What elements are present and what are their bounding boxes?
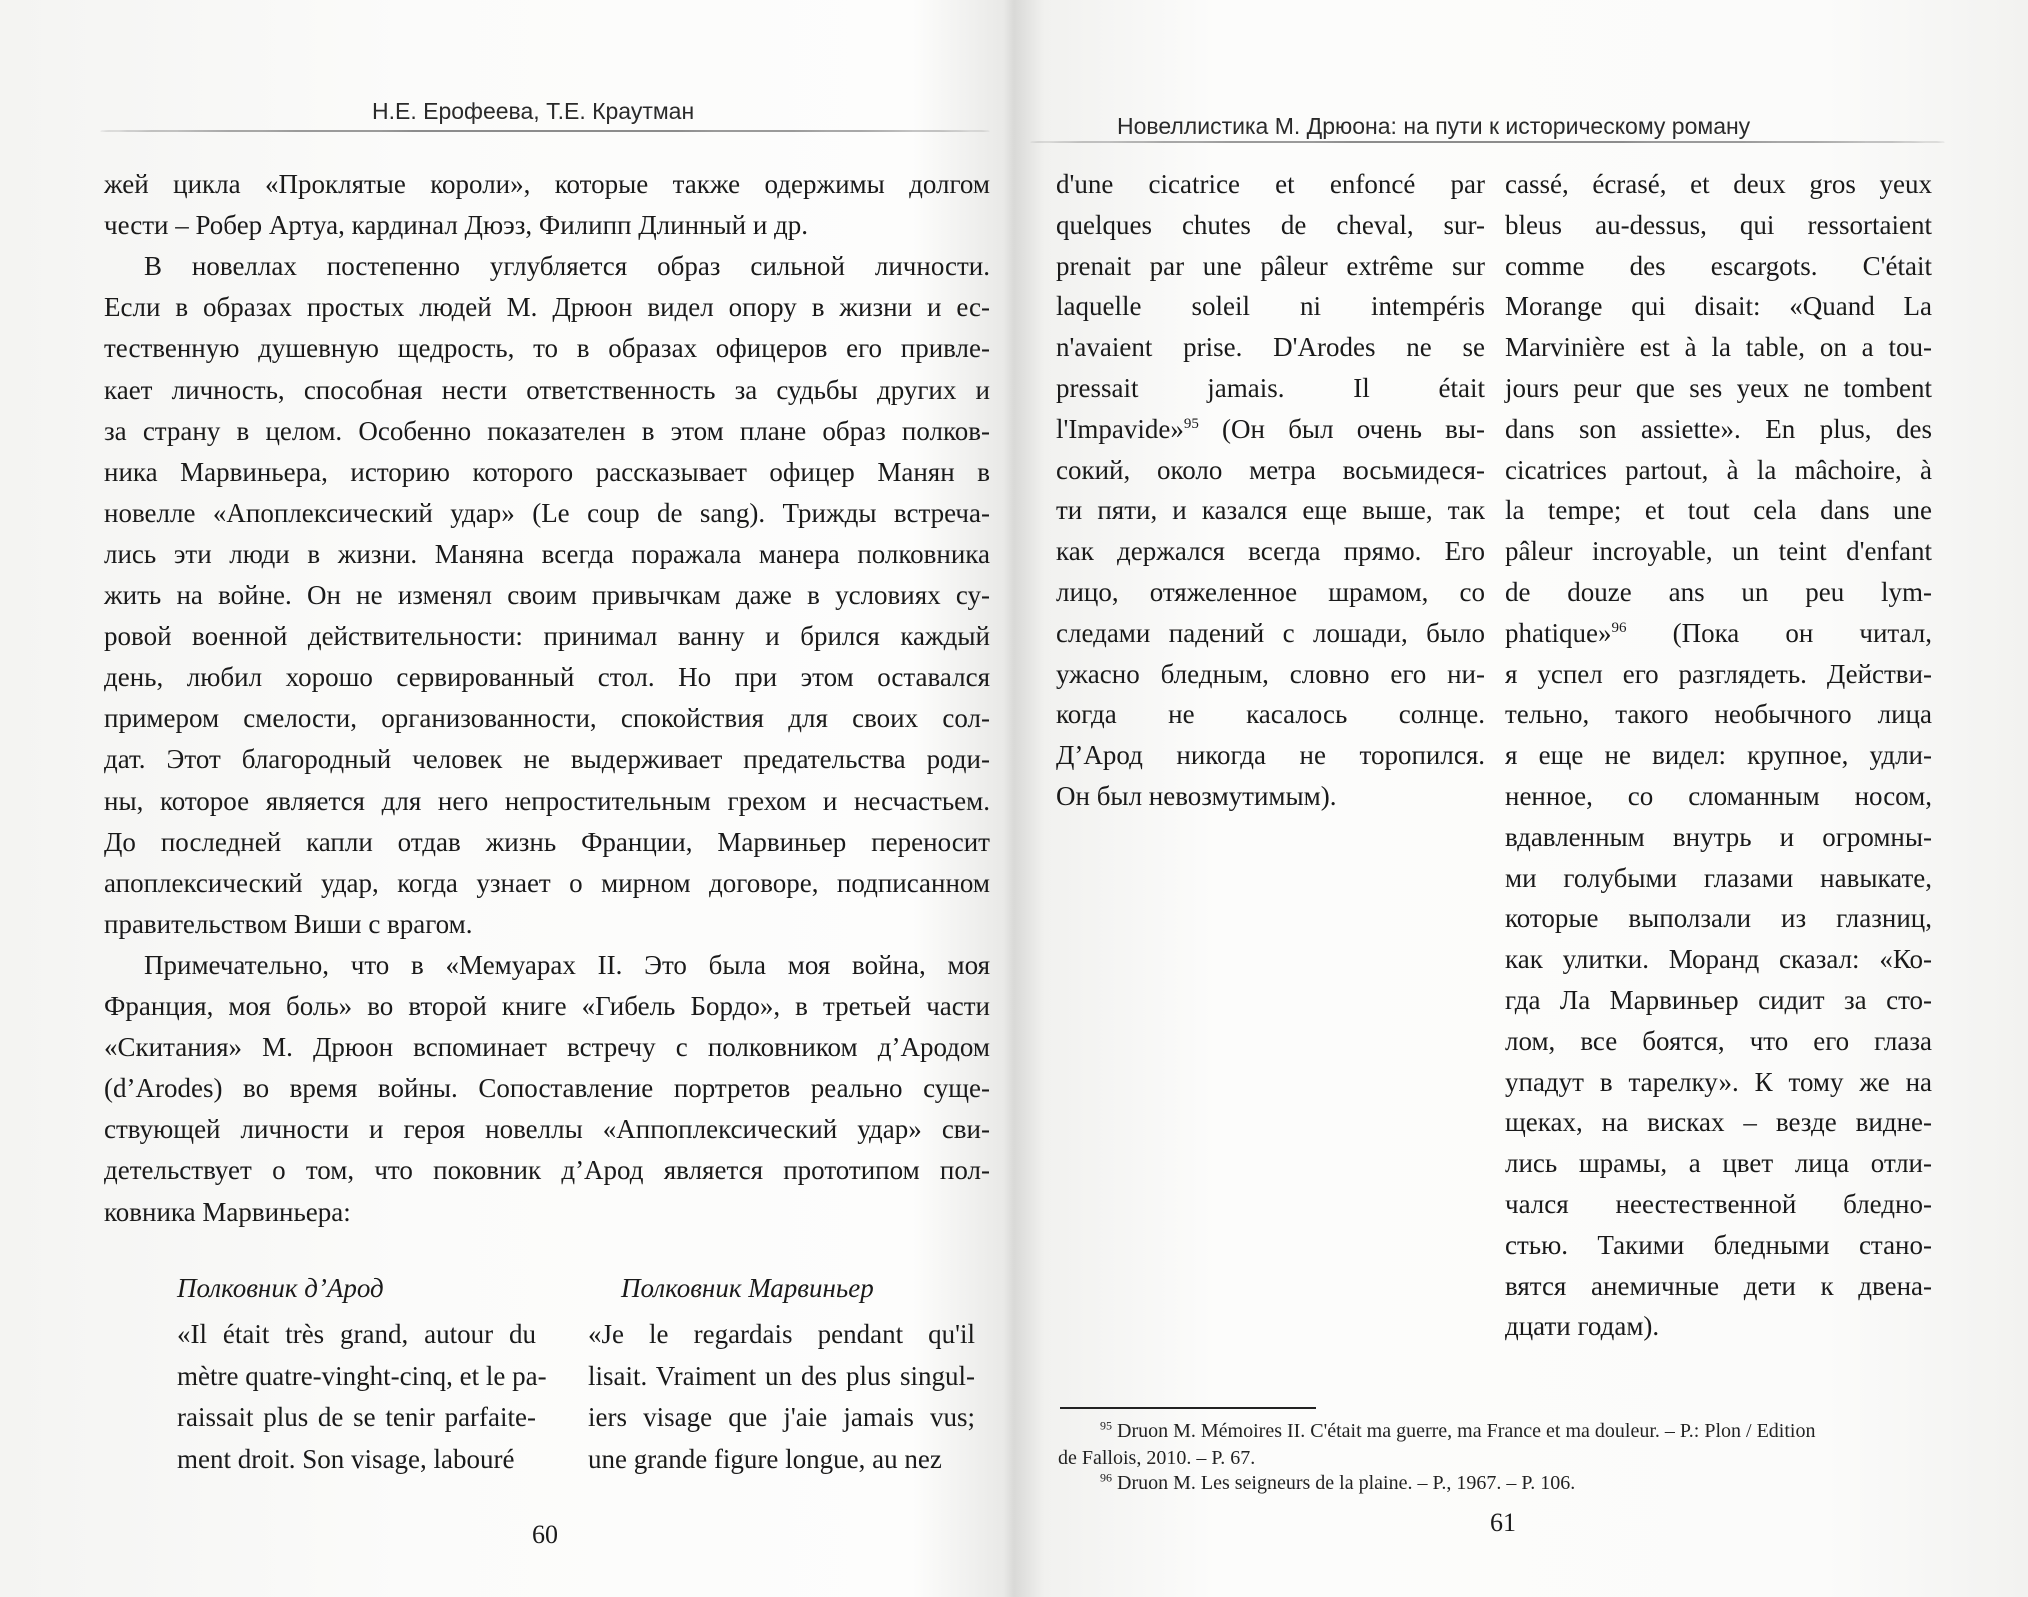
text-line: jours peur que ses yeux ne tombent bbox=[1505, 373, 1932, 403]
text-line: лись эти люди в жизни. Маняна всегда поражала манера полковника bbox=[104, 538, 990, 569]
text-line: ми голубыми глазами навыкате, bbox=[1505, 862, 1932, 893]
text-line: До последней капли отдав жизнь Франции, Марвиньер переносит bbox=[104, 826, 990, 857]
header-rule-right bbox=[1030, 141, 1945, 143]
text-line: которые выползали из глазниц, bbox=[1505, 903, 1932, 934]
text-line: чести – Робер Артуа, кардинал Дюэз, Филипп Длинный и др. bbox=[104, 210, 809, 241]
footnote-95-cont: de Fallois, 2010. – P. 67. bbox=[1058, 1447, 1256, 1469]
text-line: примером смелости, организованности, спокойствия для своих сол- bbox=[104, 703, 990, 734]
text-line: детельствует о том, что поковник д’Арод является прототипом пол- bbox=[104, 1155, 990, 1186]
text-segment: l'Impavide» bbox=[1056, 413, 1184, 444]
text-line: я успел его разглядеть. Действи- bbox=[1505, 658, 1932, 689]
text-line: упадут в тарелку». К тому же на bbox=[1505, 1066, 1932, 1097]
footnote-marker: 96 bbox=[1611, 619, 1627, 636]
text-line bbox=[1056, 409, 1485, 449]
text-line: Marvinière est à la table, on a tou- bbox=[1505, 332, 1932, 363]
text-line: ужасно бледным, словно его ни- bbox=[1056, 658, 1485, 689]
text-line: жить на войне. Он не изменял своим привычкам даже в условиях су- bbox=[104, 580, 990, 610]
text-line: вдавленным внутрь и огромны- bbox=[1505, 821, 1932, 852]
text-line: жей цикла «Проклятые короли», которые также одержимы долгом bbox=[104, 169, 990, 199]
text-line: следами падений с лошади, было bbox=[1056, 617, 1485, 648]
running-header-left: Н.Е. Ерофеева, Т.Е. Краутман bbox=[372, 98, 695, 124]
text-line: Если в образах простых людей М. Дрюон видел опору в жизни и ес- bbox=[104, 292, 990, 323]
text-line: щеках, на висках – везде видне- bbox=[1505, 1107, 1932, 1138]
text-line: quelques chutes de cheval, sur- bbox=[1056, 209, 1485, 240]
text-line: за страну в целом. Особенно показателен в этом плане образ полков- bbox=[104, 415, 990, 446]
text-line: я еще не видел: крупное, удли- bbox=[1505, 740, 1932, 771]
footnote-95: $^{95}$ Druon M. Mémoires II. C'était ma guerre, ma France et ma douleur. – P.: Plon / Edition bbox=[1100, 1418, 1816, 1442]
text-line: ника Марвиньера, историю которого рассказывает офицер Манян в bbox=[104, 456, 990, 487]
footnote-96: $^{96}$ Druon M. Les seigneurs de la plaine. – P., 1967. – P. 106. bbox=[1100, 1470, 1576, 1494]
text-line: dans son assiette». En plus, des bbox=[1505, 413, 1932, 444]
text-line: как держался всегда прямо. Его bbox=[1056, 536, 1485, 567]
text-line: lisait. Vraiment un des plus singul- bbox=[588, 1360, 975, 1391]
text-line: une grande figure longue, au nez bbox=[588, 1443, 942, 1474]
text-line: В новеллах постепенно углубляется образ сильной личности. bbox=[144, 251, 990, 282]
text-line: ковника Марвиньера: bbox=[104, 1196, 351, 1227]
text-line: raissait plus de se tenir parfaite- bbox=[177, 1402, 536, 1432]
text-line: «Il était très grand, autour du bbox=[177, 1319, 536, 1349]
text-line: лом, все боятся, что его глаза bbox=[1505, 1025, 1932, 1056]
text-line: ment droit. Son visage, labouré bbox=[177, 1443, 515, 1474]
text-line: кает личность, способная нести ответственность за судьбы других и bbox=[104, 374, 990, 405]
text-line: Он был невозмутимым). bbox=[1056, 781, 1337, 811]
running-header-right: Новеллистика М. Дрюона: на пути к историческому роману bbox=[1117, 113, 1751, 139]
text-line: «Скитания» М. Дрюон вспоминает встречу с полковником д’Ародом bbox=[104, 1032, 990, 1063]
text-line: cicatrices partout, à la mâchoire, à bbox=[1505, 454, 1932, 485]
text-line: гда Ла Марвиньер сидит за сто- bbox=[1505, 985, 1932, 1015]
compare-title-left: Полковник д’Арод bbox=[177, 1273, 384, 1303]
text-line: «Je le regardais pendant qu'il bbox=[588, 1319, 975, 1349]
text-line: апоплексический удар, когда узнает о мирном договоре, подписанном bbox=[104, 867, 990, 898]
text-line: comme des escargots. C'était bbox=[1505, 250, 1932, 281]
text-line: iers visage que j'aie jamais vus; bbox=[588, 1402, 975, 1432]
compare-title-right: Полковник Марвиньер bbox=[621, 1273, 874, 1303]
text-segment: (Пока он читал, bbox=[1626, 617, 1932, 648]
text-line: лицо, отяжеленное шрамом, со bbox=[1056, 577, 1485, 607]
text-line: лись шрамы, а цвет лица отли- bbox=[1505, 1148, 1932, 1179]
text-line: la tempe; et tout cela dans une bbox=[1505, 495, 1932, 526]
footnote-rule bbox=[1060, 1407, 1316, 1409]
text-line bbox=[1505, 613, 1932, 653]
page-number-right: 61 bbox=[1490, 1508, 1516, 1537]
text-line: ствующей личности и героя новеллы «Аппоплексический удар» сви- bbox=[104, 1114, 990, 1145]
text-line: как улитки. Моранд сказал: «Ко- bbox=[1505, 944, 1932, 975]
text-line: день, любил хорошо сервированный стол. Но при этом оставался bbox=[104, 662, 990, 693]
text-line: правительством Виши с врагом. bbox=[104, 908, 473, 939]
text-line: вятся анемичные дети к двена- bbox=[1505, 1270, 1932, 1301]
text-line: laquelle soleil ni intempéris bbox=[1056, 291, 1485, 322]
header-rule-left bbox=[100, 130, 990, 132]
text-line: новелле «Апоплексический удар» (Le coup de sang). Трижды встреча- bbox=[104, 497, 990, 528]
footnote-marker: 95 bbox=[1183, 415, 1199, 432]
text-line: ны, которое является для него непростительным грехом и несчастьем. bbox=[104, 785, 990, 816]
text-line: ти пяти, и казался еще выше, так bbox=[1056, 495, 1485, 526]
text-line: bleus au-dessus, qui ressortaient bbox=[1505, 209, 1932, 240]
text-line: Франция, моя боль» во второй книге «Гибель Бордо», в третьей части bbox=[104, 991, 990, 1021]
text-line: Morange qui disait: «Quand La bbox=[1505, 291, 1932, 322]
text-line: pâleur incroyable, un teint d'enfant bbox=[1505, 536, 1932, 567]
text-line: сокий, около метра восьмидеся- bbox=[1056, 454, 1485, 485]
text-line: тественную душевную щедрость, то в образах офицеров его привле- bbox=[104, 333, 990, 364]
text-line: cassé, écrasé, et deux gros yeux bbox=[1505, 169, 1932, 199]
text-line: de douze ans un peu lym- bbox=[1505, 577, 1932, 607]
text-segment: (Он был очень вы- bbox=[1198, 413, 1485, 444]
page-number-left: 60 bbox=[532, 1520, 558, 1549]
text-segment: phatique» bbox=[1505, 617, 1612, 648]
text-line: prenait par une pâleur extrême sur bbox=[1056, 250, 1485, 281]
text-line: дат. Этот благородный человек не выдерживает предательства роди- bbox=[104, 744, 990, 775]
text-line: Д’Арод никогда не торопился. bbox=[1056, 740, 1485, 771]
text-line: ненное, со сломанным носом, bbox=[1505, 781, 1932, 811]
text-line: тельно, такого необычного лица bbox=[1505, 699, 1932, 730]
text-line: чался неестественной бледно- bbox=[1505, 1189, 1932, 1219]
text-line: mètre quatre-vinght-cinq, et le pa- bbox=[177, 1360, 547, 1391]
text-line: стью. Такими бледными стано- bbox=[1505, 1229, 1932, 1260]
text-line: дцати годам). bbox=[1505, 1311, 1660, 1342]
text-line: n'avaient prise. D'Arodes ne se bbox=[1056, 332, 1485, 363]
text-line: (d’Arodes) во время войны. Сопоставление портретов реально суще- bbox=[104, 1073, 990, 1104]
text-line: Примечательно, что в «Мемуарах II. Это была моя война, моя bbox=[144, 949, 990, 980]
text-line: pressait jamais. Il était bbox=[1056, 373, 1485, 403]
text-line: ровой военной действительности: принимал ванну и брился каждый bbox=[104, 621, 990, 652]
text-line: d'une cicatrice et enfoncé par bbox=[1056, 169, 1485, 199]
text-line: когда не касалось солнце. bbox=[1056, 699, 1485, 730]
